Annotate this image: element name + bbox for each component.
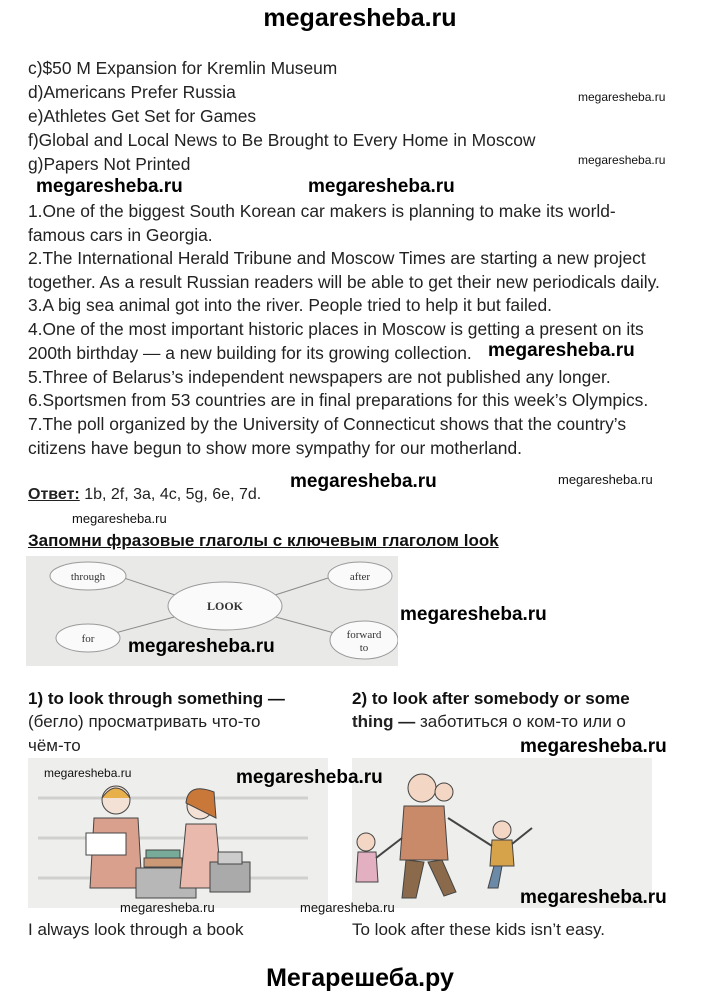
watermark: megaresheba.ru [558, 472, 653, 487]
verb-1-definition: (бегло) просматривать что-то [28, 712, 261, 731]
arrow-after [272, 578, 328, 596]
news-line: 4.One of the most important historic places in Moscow is getting a present on its [28, 319, 644, 339]
section-title: Запомни фразовые глаголы с ключевым глаголом look [28, 531, 499, 550]
news-line: 6.Sportsmen from 53 countries are in final preparations for this week’s Olympics. [28, 390, 649, 410]
verb-2-title: 2) to look after somebody or some [352, 689, 630, 708]
watermark: megaresheba.ru [488, 340, 635, 361]
watermark: megaresheba.ru [578, 90, 666, 104]
diagram-to-text: to [359, 642, 369, 654]
watermark: megaresheba.ru [300, 900, 395, 915]
headline-c: c)$50 M Expansion for Kremlin Museum [28, 58, 338, 78]
watermark: megaresheba.ru [520, 736, 667, 757]
verb-1-definition-cont: чём-то [28, 736, 81, 755]
news-line: citizens have begun to show more sympathy for our motherland. [28, 438, 522, 458]
headline-g: g)Papers Not Printed [28, 154, 191, 174]
news-line: 1.One of the biggest South Korean car makers is planning to make its world- [28, 201, 616, 221]
news-line: 3.A big sea animal got into the river. People tried to help it but failed. [28, 295, 552, 315]
diagram-for-text: for [81, 633, 95, 645]
watermark: megaresheba.ru [36, 176, 183, 197]
watermark: megaresheba.ru [236, 767, 383, 788]
verb-2-definition: заботиться о ком-то или о [415, 712, 626, 731]
news-line: 5.Three of Belarus’s independent newspapers are not published any longer. [28, 367, 611, 387]
watermark: megaresheba.ru [72, 511, 167, 526]
news-line: 2.The International Herald Tribune and Moscow Times are starting a new project [28, 248, 646, 268]
site-title[interactable]: megaresheba.ru [263, 4, 457, 32]
headline-f: f)Global and Local News to Be Brought to Every Home in Moscow [28, 130, 536, 150]
watermark: megaresheba.ru [308, 176, 455, 197]
headline-d: d)Americans Prefer Russia [28, 82, 236, 102]
babysitting-drawing [352, 758, 652, 908]
verb-2-title-cont: thing — [352, 712, 416, 731]
headline-e: e)Athletes Get Set for Games [28, 106, 257, 126]
answer-text: 1b, 2f, 3a, 4c, 5g, 6e, 7d. [79, 486, 262, 503]
news-line: famous cars in Georgia. [28, 225, 213, 245]
news-line: 200th birthday — a new building for its growing collection. [28, 343, 472, 363]
caption-left: I always look through a book [28, 920, 244, 939]
diagram-through-text: through [70, 571, 106, 583]
diagram-center-text: LOOK [206, 599, 244, 613]
diagram-after-text: after [349, 571, 371, 583]
watermark: megaresheba.ru [120, 900, 215, 915]
watermark: megaresheba.ru [44, 766, 132, 780]
news-line: together. As a result Russian readers will be able to get their new periodicals daily. [28, 272, 660, 292]
illustration-babysitting [352, 758, 652, 908]
watermark: megaresheba.ru [128, 636, 275, 657]
watermark: megaresheba.ru [400, 604, 547, 625]
news-line: 7.The poll organized by the University of Connecticut shows that the country’s [28, 414, 627, 434]
watermark: megaresheba.ru [578, 153, 666, 167]
answer-line [28, 486, 261, 504]
caption-right: To look after these kids isn’t easy. [352, 920, 605, 939]
watermark: megaresheba.ru [290, 471, 437, 492]
diagram-forward-text: forward [346, 629, 382, 641]
arrow-forward [272, 616, 338, 634]
watermark: megaresheba.ru [520, 887, 667, 908]
verb-2-definition-line [352, 712, 626, 732]
verb-1-title: 1) to look through something — [28, 689, 285, 708]
arrow-through [124, 578, 178, 596]
answer-label: Ответ: [28, 486, 80, 503]
footer-title[interactable]: Мегарешеба.ру [266, 964, 454, 992]
